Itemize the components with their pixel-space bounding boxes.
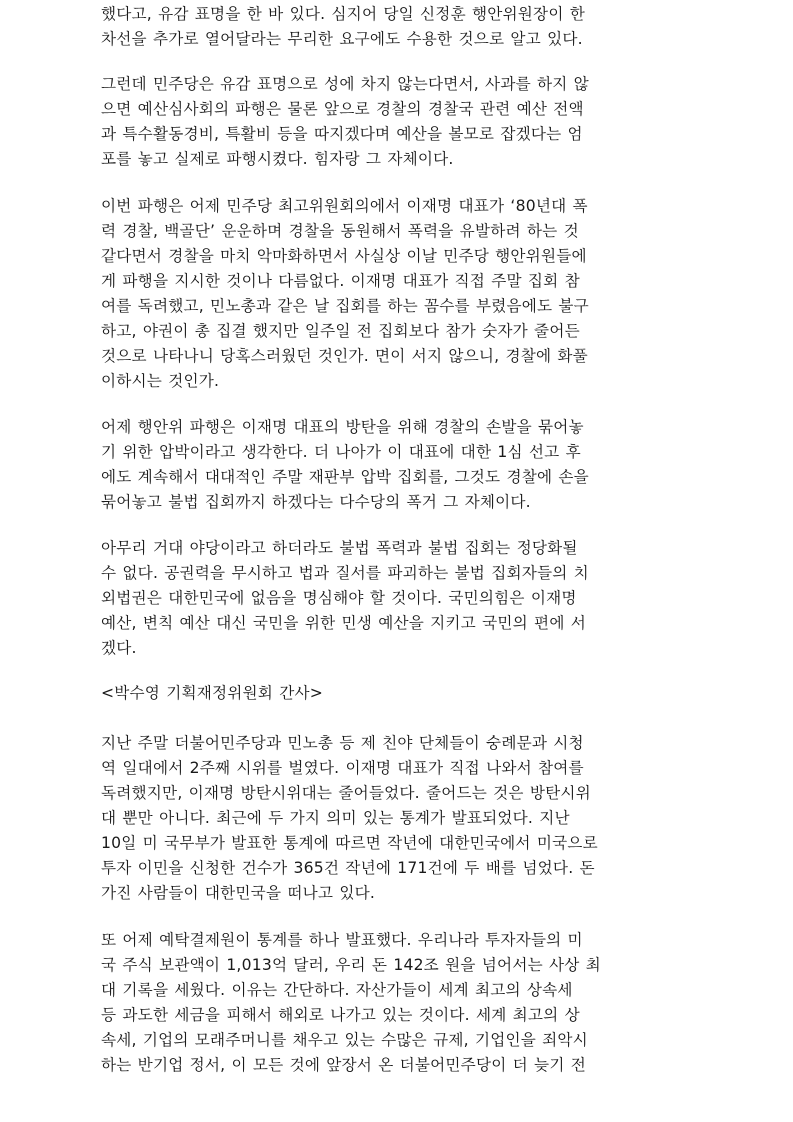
text-line: 하고, 야권이 총 집결 했지만 일주일 전 집회보다 참가 숫자가 줄어든 xyxy=(101,322,580,340)
text-line: 지난 주말 더불어민주당과 민노총 등 제 친야 단체들이 숭례문과 시청 xyxy=(101,734,584,752)
text-line: 으면 예산심사회의 파행은 물론 앞으로 경찰의 경찰국 관련 예산 전액 xyxy=(101,100,584,118)
text-line: 10일 미 국무부가 발표한 통계에 따르면 작년에 대한민국에서 미국으로 xyxy=(101,834,598,852)
text-line: 포를 놓고 실제로 파행시켰다. 힘자랑 그 자체이다. xyxy=(101,150,454,168)
text-line: 력 경찰, 백골단’ 운운하며 경찰을 동원해서 폭력을 유발하려 하는 것 xyxy=(101,222,579,240)
text-line: 대 뿐만 아니다. 최근에 두 가지 의미 있는 통계가 발표되었다. 지난 xyxy=(101,809,570,827)
text-line: 투자 이민을 신청한 건수가 365건 작년에 171건에 두 배를 넘었다. 돈 xyxy=(101,859,595,877)
text-line: 아무리 거대 야당이라고 하더라도 불법 폭력과 불법 집회는 정당화될 xyxy=(101,539,578,557)
text-line: 어제 행안위 파행은 이재명 대표의 방탄을 위해 경찰의 손발을 묶어놓 xyxy=(101,418,584,436)
text-line: 그런데 민주당은 유감 표명으로 성에 차지 않는다면서, 사과를 하지 않 xyxy=(101,75,589,93)
text-line: 것으로 나타나니 당혹스러웠던 것인가. 면이 서지 않으니, 경찰에 화풀 xyxy=(101,347,588,365)
text-line: 하는 반기업 정서, 이 모든 것에 앞장서 온 더불어민주당이 더 늦기 전 xyxy=(101,1056,586,1074)
text-line: 겠다. xyxy=(101,639,137,657)
text-line: 차선을 추가로 열어달라는 무리한 요구에도 수용한 것으로 알고 있다. xyxy=(101,30,583,48)
text-line: 예산, 변칙 예산 대신 국민을 위한 민생 예산을 지키고 국민의 편에 서 xyxy=(101,614,586,632)
text-line: 에도 계속해서 대대적인 주말 재판부 압박 집회를, 그것도 경찰에 손을 xyxy=(101,468,589,486)
text-line: 국 주식 보관액이 1,013억 달러, 우리 돈 142조 원을 넘어서는 사상 최 xyxy=(101,956,601,974)
text-line: 게 파행을 지시한 것이나 다름없다. 이재명 대표가 직접 주말 집회 참 xyxy=(101,272,580,290)
text-line: 여를 독려했고, 민노총과 같은 날 집회를 하는 꼼수를 부렸음에도 불구 xyxy=(101,297,589,315)
text-line: 이하시는 것인가. xyxy=(101,372,220,390)
text-line: 속세, 기업의 모래주머니를 채우고 있는 수많은 규제, 기업인을 죄악시 xyxy=(101,1031,588,1049)
text-line: 수 없다. 공권력을 무시하고 법과 질서를 파괴하는 불법 집회자들의 치 xyxy=(101,564,589,582)
speaker-heading: <박수영 기획재정위원회 간사> xyxy=(101,684,324,702)
text-line: 이번 파행은 어제 민주당 최고위원회의에서 이재명 대표가 ‘80년대 폭 xyxy=(101,197,588,215)
text-line: 기 위한 압박이라고 생각한다. 더 나아가 이 대표에 대한 1심 선고 후 xyxy=(101,443,581,461)
text-line: 독려했지만, 이재명 방탄시위대는 줄어들었다. 줄어드는 것은 방탄시위 xyxy=(101,784,591,802)
text-line: 과 특수활동경비, 특활비 등을 따지겠다며 예산을 볼모로 잡겠다는 엄 xyxy=(101,125,583,143)
text-line: 같다면서 경찰을 마치 악마화하면서 사실상 이날 민주당 행안위원들에 xyxy=(101,247,587,265)
text-line: 가진 사람들이 대한민국을 떠나고 있다. xyxy=(101,884,376,902)
text-line: 묶어놓고 불법 집회까지 하겠다는 다수당의 폭거 그 자체이다. xyxy=(101,493,531,511)
text-line: 등 과도한 세금을 피해서 해외로 나가고 있는 것이다. 세계 최고의 상 xyxy=(101,1006,580,1024)
text-line: 역 일대에서 2주째 시위를 벌였다. 이재명 대표가 직접 나와서 참여를 xyxy=(101,759,584,777)
text-line: 외법권은 대한민국에 없음을 명심해야 할 것이다. 국민의힘은 이재명 xyxy=(101,589,577,607)
text-line: 또 어제 예탁결제원이 통계를 하나 발표했다. 우리나라 투자자들의 미 xyxy=(101,931,583,949)
text-line: 대 기록을 세웠다. 이유는 간단하다. 자산가들이 세계 최고의 상속세 xyxy=(101,981,573,999)
text-line: 했다고, 유감 표명을 한 바 있다. 심지어 당일 신정훈 행안위원장이 한 xyxy=(101,5,585,23)
